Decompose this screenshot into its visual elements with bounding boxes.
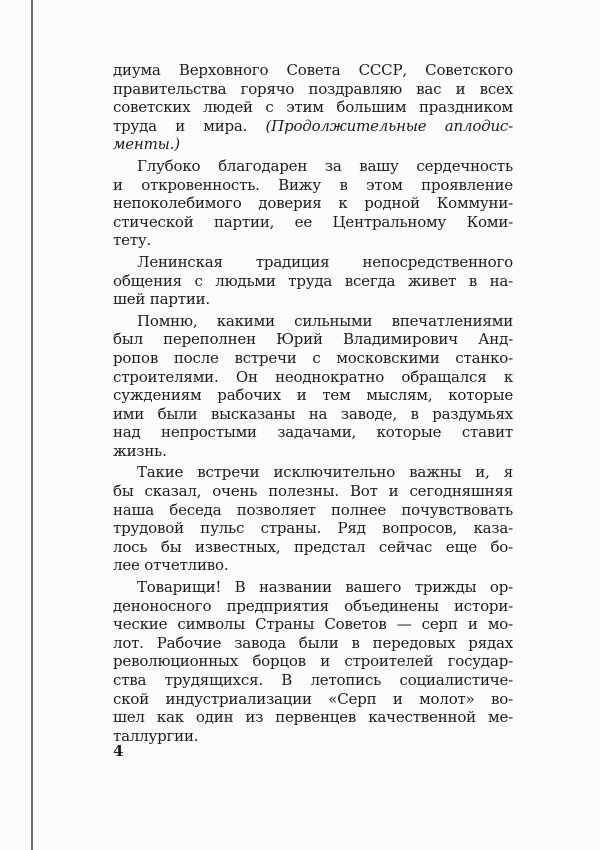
- text-line: Такие встречи исключительно важны и, я: [137, 463, 513, 482]
- text-line: суждениям рабочих и тем мыслям, которые: [113, 386, 513, 405]
- text-line: шей партии.: [113, 290, 210, 309]
- paragraph-2: [113, 157, 513, 250]
- text-line: непоколебимого доверия к родной Коммуни-: [113, 194, 513, 213]
- text-line: ими были высказаны на заводе, в раздумьях: [113, 404, 513, 423]
- text-line: советских людей с этим большим праздником: [113, 98, 513, 117]
- text-line: диума Верховного Совета СССР, Советского: [113, 61, 513, 79]
- text-line: ропов после встречи с московскими станко-: [113, 348, 513, 367]
- text-line: жизнь.: [113, 441, 167, 460]
- text-line: и откровенность. Вижу в этом проявление: [113, 175, 513, 194]
- text-line: Глубоко благодарен за вашу сердечность: [137, 156, 513, 175]
- text-line: лось бы известных, предстал сейчас еще бо-: [113, 537, 513, 556]
- text-line-mixed: [113, 117, 513, 136]
- text-line: трудовой пульс страны. Ряд вопросов, каза-: [113, 519, 513, 538]
- paragraph-1: [113, 61, 513, 154]
- text-line: строителями. Он неоднократно обращался к: [113, 367, 513, 386]
- text-line: ской индустриализации «Серп и молот» во-: [113, 689, 513, 708]
- text-line: Товарищи! В названии вашего трижды ор-: [137, 578, 513, 597]
- scan-page-edge: [31, 0, 33, 850]
- text-line: стической партии, ее Центральному Коми-: [113, 212, 513, 231]
- text-line: шел как один из первенцев качественной ме-: [113, 708, 513, 727]
- text-line: Помню, какими сильными впечатлениями: [137, 311, 513, 330]
- text-line: таллургии.: [113, 726, 199, 745]
- text-line: тету.: [113, 231, 152, 250]
- text-line: общения с людьми труда всегда живет в на-: [113, 271, 513, 290]
- text-line: над непростыми задачами, которые ставит: [113, 423, 513, 442]
- text-column: [113, 61, 513, 748]
- text-italic-applause: (Продолжительные аплодис-: [265, 116, 513, 135]
- text-italic-applause-end: менты.): [113, 135, 180, 154]
- text-line: деноносного предприятия объединены истори-: [113, 596, 513, 615]
- text-plain: труда и мира.: [113, 116, 266, 135]
- text-line: революционных борцов и строителей государ-: [113, 652, 513, 671]
- page-number: 4: [113, 742, 124, 760]
- text-line: наша беседа позволяет полнее почувствовать: [113, 500, 513, 519]
- text-line: ства трудящихся. В летопись социалистиче-: [113, 671, 513, 689]
- paragraph-3: [113, 253, 513, 309]
- paragraph-5: [113, 463, 513, 575]
- paragraph-6: [113, 578, 513, 745]
- text-line: Ленинская традиция непосредственного: [137, 252, 513, 271]
- text-line: ческие символы Страны Советов — серп и мо-: [113, 615, 513, 634]
- text-line: бы сказал, очень полезны. Вот и сегодняшняя: [113, 482, 513, 501]
- text-line: лот. Рабочие завода были в передовых рядах: [113, 633, 513, 652]
- text-line: лее отчетливо.: [113, 556, 229, 575]
- text-line: правительства горячо поздравляю вас и всех: [113, 79, 513, 98]
- text-line: был переполнен Юрий Владимирович Анд-: [113, 330, 513, 349]
- paragraph-4: [113, 312, 513, 461]
